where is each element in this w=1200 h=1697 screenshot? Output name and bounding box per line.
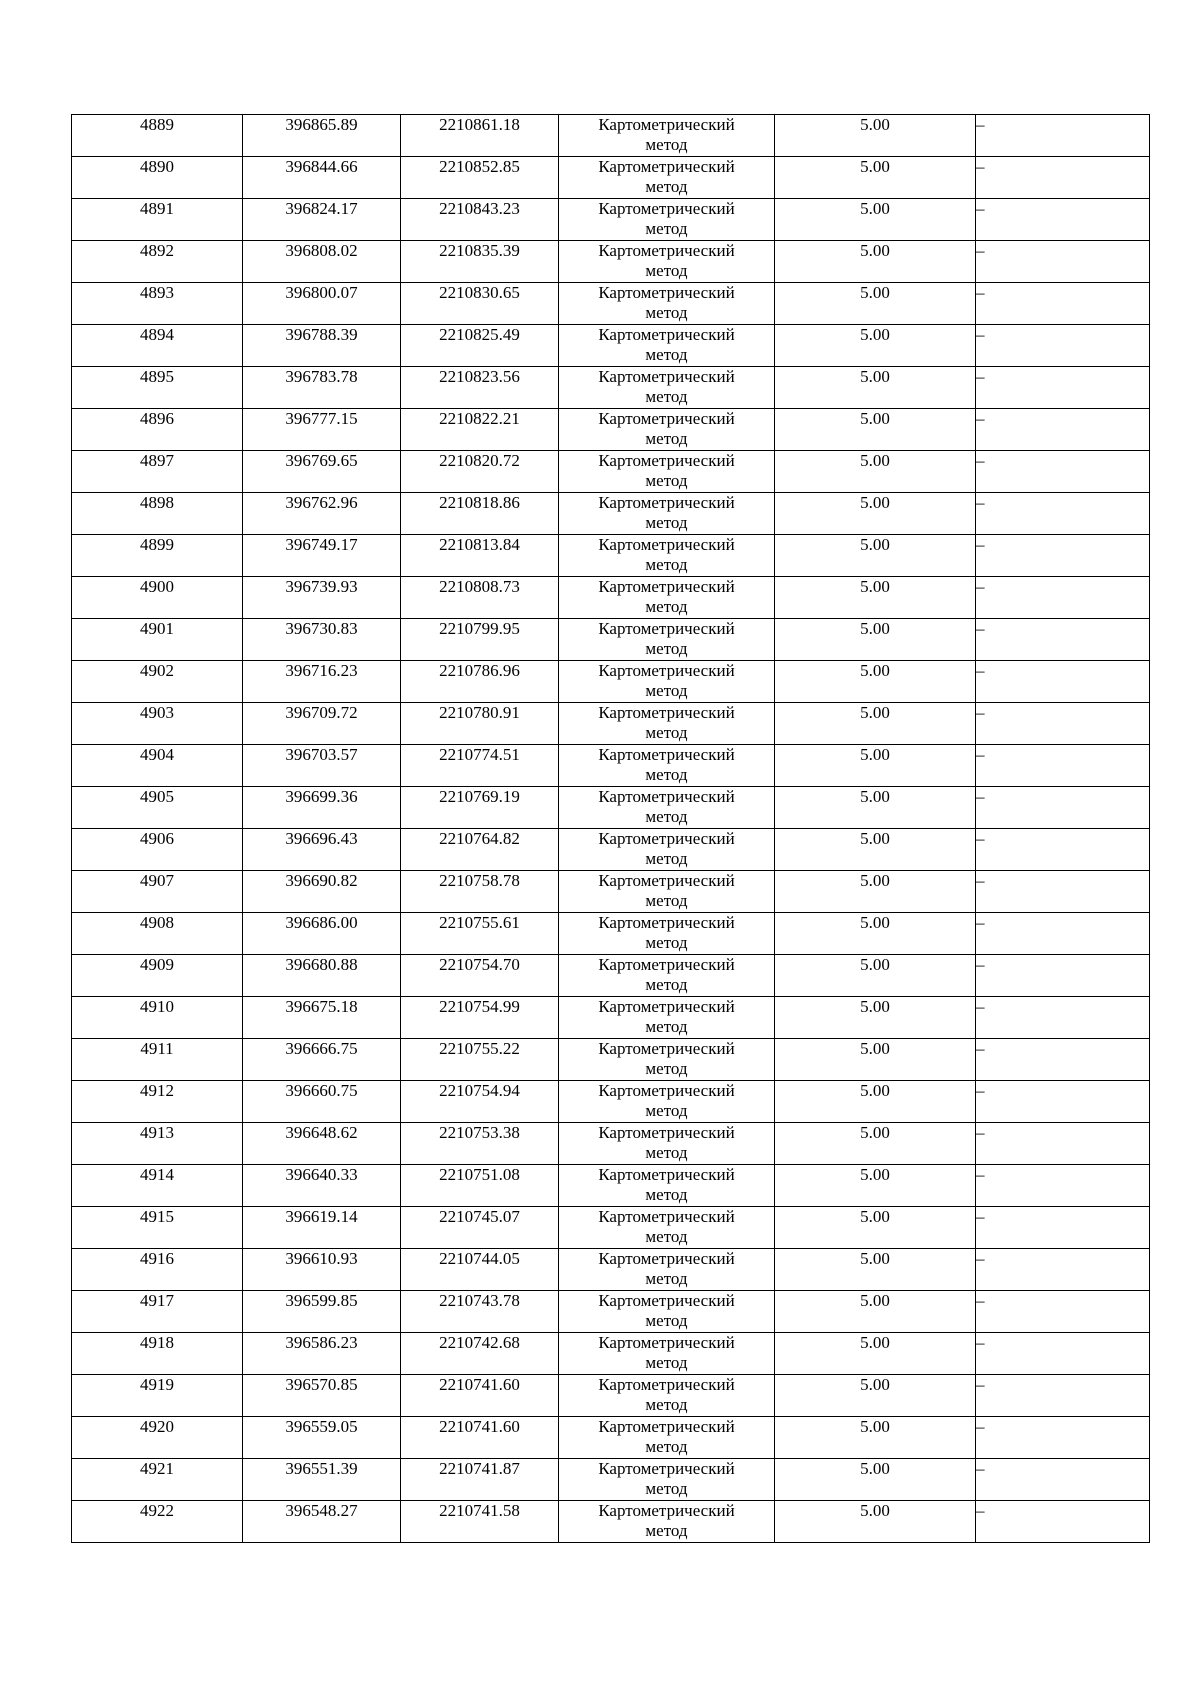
table-row <box>72 535 1150 577</box>
point-number-cell: 4912 <box>72 1081 243 1123</box>
point-number-cell: 4905 <box>72 787 243 829</box>
method-text: Картометрический метод <box>598 535 735 574</box>
note-cell: – <box>976 199 1150 241</box>
table-row <box>72 1417 1150 1459</box>
note-cell: – <box>976 745 1150 787</box>
y-coordinate-cell: 2210843.23 <box>401 199 559 241</box>
y-coordinate-cell: 2210822.21 <box>401 409 559 451</box>
accuracy-cell: 5.00 <box>775 535 976 577</box>
y-coordinate-cell: 2210754.99 <box>401 997 559 1039</box>
accuracy-cell: 5.00 <box>775 1333 976 1375</box>
y-coordinate-cell: 2210780.91 <box>401 703 559 745</box>
method-cell <box>559 1123 775 1165</box>
point-number-cell: 4899 <box>72 535 243 577</box>
method-cell <box>559 115 775 157</box>
method-text: Картометрический метод <box>598 1165 735 1204</box>
x-coordinate-cell: 396699.36 <box>243 787 401 829</box>
accuracy-cell: 5.00 <box>775 1459 976 1501</box>
method-text: Картометрический метод <box>598 493 735 532</box>
method-text: Картометрический метод <box>598 1123 735 1162</box>
y-coordinate-cell: 2210825.49 <box>401 325 559 367</box>
note-cell: – <box>976 787 1150 829</box>
note-cell: – <box>976 1249 1150 1291</box>
table-row <box>72 1039 1150 1081</box>
y-coordinate-cell: 2210835.39 <box>401 241 559 283</box>
method-cell <box>559 745 775 787</box>
table-row <box>72 493 1150 535</box>
accuracy-cell: 5.00 <box>775 1081 976 1123</box>
y-coordinate-cell: 2210743.78 <box>401 1291 559 1333</box>
y-coordinate-cell: 2210741.87 <box>401 1459 559 1501</box>
note-cell: – <box>976 577 1150 619</box>
note-cell: – <box>976 1459 1150 1501</box>
y-coordinate-cell: 2210754.70 <box>401 955 559 997</box>
method-text: Картометрический метод <box>598 955 735 994</box>
x-coordinate-cell: 396777.15 <box>243 409 401 451</box>
table-row <box>72 451 1150 493</box>
accuracy-cell: 5.00 <box>775 997 976 1039</box>
method-cell <box>559 1291 775 1333</box>
point-number-cell: 4903 <box>72 703 243 745</box>
point-number-cell: 4906 <box>72 829 243 871</box>
method-cell <box>559 367 775 409</box>
method-cell <box>559 409 775 451</box>
y-coordinate-cell: 2210741.60 <box>401 1417 559 1459</box>
x-coordinate-cell: 396548.27 <box>243 1501 401 1543</box>
y-coordinate-cell: 2210742.68 <box>401 1333 559 1375</box>
table-row <box>72 1249 1150 1291</box>
y-coordinate-cell: 2210741.60 <box>401 1375 559 1417</box>
method-text: Картометрический метод <box>598 871 735 910</box>
x-coordinate-cell: 396808.02 <box>243 241 401 283</box>
table-row <box>72 157 1150 199</box>
method-cell <box>559 1081 775 1123</box>
point-number-cell: 4893 <box>72 283 243 325</box>
table-row <box>72 1333 1150 1375</box>
table-row <box>72 241 1150 283</box>
method-cell <box>559 1207 775 1249</box>
method-text: Картометрический метод <box>598 1333 735 1372</box>
accuracy-cell: 5.00 <box>775 1249 976 1291</box>
point-number-cell: 4920 <box>72 1417 243 1459</box>
y-coordinate-cell: 2210758.78 <box>401 871 559 913</box>
coordinates-table <box>71 114 1150 1543</box>
accuracy-cell: 5.00 <box>775 829 976 871</box>
table-row <box>72 115 1150 157</box>
y-coordinate-cell: 2210774.51 <box>401 745 559 787</box>
x-coordinate-cell: 396769.65 <box>243 451 401 493</box>
method-text: Картометрический метод <box>598 745 735 784</box>
note-cell: – <box>976 367 1150 409</box>
x-coordinate-cell: 396696.43 <box>243 829 401 871</box>
point-number-cell: 4916 <box>72 1249 243 1291</box>
method-text: Картометрический метод <box>598 1501 735 1540</box>
table-row <box>72 787 1150 829</box>
note-cell: – <box>976 283 1150 325</box>
point-number-cell: 4911 <box>72 1039 243 1081</box>
x-coordinate-cell: 396686.00 <box>243 913 401 955</box>
point-number-cell: 4889 <box>72 115 243 157</box>
accuracy-cell: 5.00 <box>775 703 976 745</box>
note-cell: – <box>976 997 1150 1039</box>
y-coordinate-cell: 2210813.84 <box>401 535 559 577</box>
accuracy-cell: 5.00 <box>775 283 976 325</box>
method-text: Картометрический метод <box>598 325 735 364</box>
note-cell: – <box>976 1123 1150 1165</box>
note-cell: – <box>976 451 1150 493</box>
method-text: Картометрический метод <box>598 409 735 448</box>
method-cell <box>559 619 775 661</box>
method-text: Картометрический метод <box>598 241 735 280</box>
y-coordinate-cell: 2210755.22 <box>401 1039 559 1081</box>
accuracy-cell: 5.00 <box>775 619 976 661</box>
y-coordinate-cell: 2210820.72 <box>401 451 559 493</box>
table-row <box>72 367 1150 409</box>
note-cell: – <box>976 1081 1150 1123</box>
method-cell <box>559 325 775 367</box>
note-cell: – <box>976 913 1150 955</box>
y-coordinate-cell: 2210852.85 <box>401 157 559 199</box>
point-number-cell: 4914 <box>72 1165 243 1207</box>
note-cell: – <box>976 115 1150 157</box>
method-cell <box>559 1249 775 1291</box>
method-text: Картометрический метод <box>598 157 735 196</box>
note-cell: – <box>976 1165 1150 1207</box>
x-coordinate-cell: 396824.17 <box>243 199 401 241</box>
note-cell: – <box>976 703 1150 745</box>
method-cell <box>559 1459 775 1501</box>
x-coordinate-cell: 396788.39 <box>243 325 401 367</box>
table-row <box>72 955 1150 997</box>
method-cell <box>559 535 775 577</box>
method-cell <box>559 955 775 997</box>
x-coordinate-cell: 396739.93 <box>243 577 401 619</box>
x-coordinate-cell: 396610.93 <box>243 1249 401 1291</box>
table-row <box>72 913 1150 955</box>
table-row <box>72 409 1150 451</box>
table-row <box>72 703 1150 745</box>
y-coordinate-cell: 2210823.56 <box>401 367 559 409</box>
point-number-cell: 4892 <box>72 241 243 283</box>
x-coordinate-cell: 396599.85 <box>243 1291 401 1333</box>
method-text: Картометрический метод <box>598 283 735 322</box>
point-number-cell: 4915 <box>72 1207 243 1249</box>
table-row <box>72 1081 1150 1123</box>
method-text: Картометрический метод <box>598 577 735 616</box>
method-cell <box>559 1165 775 1207</box>
method-text: Картометрический метод <box>598 787 735 826</box>
method-text: Картометрический метод <box>598 661 735 700</box>
x-coordinate-cell: 396716.23 <box>243 661 401 703</box>
x-coordinate-cell: 396619.14 <box>243 1207 401 1249</box>
method-cell <box>559 787 775 829</box>
point-number-cell: 4891 <box>72 199 243 241</box>
method-cell <box>559 1417 775 1459</box>
method-text: Картометрический метод <box>598 1039 735 1078</box>
method-text: Картометрический метод <box>598 1375 735 1414</box>
x-coordinate-cell: 396690.82 <box>243 871 401 913</box>
note-cell: – <box>976 1291 1150 1333</box>
note-cell: – <box>976 1417 1150 1459</box>
point-number-cell: 4921 <box>72 1459 243 1501</box>
note-cell: – <box>976 535 1150 577</box>
accuracy-cell: 5.00 <box>775 787 976 829</box>
note-cell: – <box>976 1207 1150 1249</box>
method-cell <box>559 703 775 745</box>
method-cell <box>559 241 775 283</box>
point-number-cell: 4895 <box>72 367 243 409</box>
accuracy-cell: 5.00 <box>775 1417 976 1459</box>
x-coordinate-cell: 396709.72 <box>243 703 401 745</box>
table-row <box>72 661 1150 703</box>
table-row <box>72 1501 1150 1543</box>
x-coordinate-cell: 396730.83 <box>243 619 401 661</box>
y-coordinate-cell: 2210786.96 <box>401 661 559 703</box>
accuracy-cell: 5.00 <box>775 955 976 997</box>
table-row <box>72 829 1150 871</box>
accuracy-cell: 5.00 <box>775 1501 976 1543</box>
x-coordinate-cell: 396559.05 <box>243 1417 401 1459</box>
y-coordinate-cell: 2210753.38 <box>401 1123 559 1165</box>
method-cell <box>559 1333 775 1375</box>
x-coordinate-cell: 396640.33 <box>243 1165 401 1207</box>
note-cell: – <box>976 1375 1150 1417</box>
method-cell <box>559 661 775 703</box>
point-number-cell: 4904 <box>72 745 243 787</box>
point-number-cell: 4896 <box>72 409 243 451</box>
method-text: Картометрический метод <box>598 913 735 952</box>
x-coordinate-cell: 396648.62 <box>243 1123 401 1165</box>
table-row <box>72 199 1150 241</box>
accuracy-cell: 5.00 <box>775 367 976 409</box>
x-coordinate-cell: 396660.75 <box>243 1081 401 1123</box>
x-coordinate-cell: 396865.89 <box>243 115 401 157</box>
accuracy-cell: 5.00 <box>775 409 976 451</box>
method-text: Картометрический метод <box>598 829 735 868</box>
accuracy-cell: 5.00 <box>775 745 976 787</box>
method-cell <box>559 577 775 619</box>
note-cell: – <box>976 829 1150 871</box>
x-coordinate-cell: 396844.66 <box>243 157 401 199</box>
table-row <box>72 1459 1150 1501</box>
note-cell: – <box>976 157 1150 199</box>
accuracy-cell: 5.00 <box>775 1291 976 1333</box>
method-text: Картометрический метод <box>598 1417 735 1456</box>
accuracy-cell: 5.00 <box>775 493 976 535</box>
point-number-cell: 4908 <box>72 913 243 955</box>
table-row <box>72 1291 1150 1333</box>
table-row <box>72 577 1150 619</box>
y-coordinate-cell: 2210754.94 <box>401 1081 559 1123</box>
accuracy-cell: 5.00 <box>775 661 976 703</box>
y-coordinate-cell: 2210741.58 <box>401 1501 559 1543</box>
accuracy-cell: 5.00 <box>775 1123 976 1165</box>
point-number-cell: 4907 <box>72 871 243 913</box>
method-text: Картометрический метод <box>598 619 735 658</box>
method-cell <box>559 829 775 871</box>
note-cell: – <box>976 1039 1150 1081</box>
table-row <box>72 1207 1150 1249</box>
table-row <box>72 325 1150 367</box>
y-coordinate-cell: 2210745.07 <box>401 1207 559 1249</box>
point-number-cell: 4913 <box>72 1123 243 1165</box>
table-row <box>72 283 1150 325</box>
y-coordinate-cell: 2210764.82 <box>401 829 559 871</box>
accuracy-cell: 5.00 <box>775 577 976 619</box>
accuracy-cell: 5.00 <box>775 1207 976 1249</box>
y-coordinate-cell: 2210808.73 <box>401 577 559 619</box>
point-number-cell: 4890 <box>72 157 243 199</box>
x-coordinate-cell: 396551.39 <box>243 1459 401 1501</box>
method-cell <box>559 997 775 1039</box>
point-number-cell: 4919 <box>72 1375 243 1417</box>
note-cell: – <box>976 871 1150 913</box>
method-cell <box>559 1501 775 1543</box>
table-row <box>72 1375 1150 1417</box>
x-coordinate-cell: 396762.96 <box>243 493 401 535</box>
note-cell: – <box>976 619 1150 661</box>
method-text: Картометрический метод <box>598 703 735 742</box>
y-coordinate-cell: 2210744.05 <box>401 1249 559 1291</box>
x-coordinate-cell: 396570.85 <box>243 1375 401 1417</box>
point-number-cell: 4918 <box>72 1333 243 1375</box>
y-coordinate-cell: 2210799.95 <box>401 619 559 661</box>
point-number-cell: 4897 <box>72 451 243 493</box>
table-row <box>72 997 1150 1039</box>
point-number-cell: 4901 <box>72 619 243 661</box>
note-cell: – <box>976 661 1150 703</box>
method-text: Картометрический метод <box>598 115 735 154</box>
table-row <box>72 1123 1150 1165</box>
x-coordinate-cell: 396675.18 <box>243 997 401 1039</box>
note-cell: – <box>976 325 1150 367</box>
coordinates-table-body <box>72 115 1150 1543</box>
method-cell <box>559 1375 775 1417</box>
y-coordinate-cell: 2210769.19 <box>401 787 559 829</box>
x-coordinate-cell: 396680.88 <box>243 955 401 997</box>
point-number-cell: 4910 <box>72 997 243 1039</box>
note-cell: – <box>976 955 1150 997</box>
point-number-cell: 4917 <box>72 1291 243 1333</box>
accuracy-cell: 5.00 <box>775 1039 976 1081</box>
method-text: Картометрический метод <box>598 1249 735 1288</box>
method-text: Картометрический метод <box>598 1081 735 1120</box>
method-cell <box>559 283 775 325</box>
method-text: Картометрический метод <box>598 451 735 490</box>
note-cell: – <box>976 493 1150 535</box>
point-number-cell: 4902 <box>72 661 243 703</box>
x-coordinate-cell: 396666.75 <box>243 1039 401 1081</box>
x-coordinate-cell: 396783.78 <box>243 367 401 409</box>
method-text: Картометрический метод <box>598 1207 735 1246</box>
y-coordinate-cell: 2210830.65 <box>401 283 559 325</box>
table-row <box>72 1165 1150 1207</box>
table-row <box>72 619 1150 661</box>
point-number-cell: 4922 <box>72 1501 243 1543</box>
method-text: Картометрический метод <box>598 1459 735 1498</box>
note-cell: – <box>976 241 1150 283</box>
accuracy-cell: 5.00 <box>775 451 976 493</box>
method-cell <box>559 913 775 955</box>
accuracy-cell: 5.00 <box>775 913 976 955</box>
method-cell <box>559 493 775 535</box>
accuracy-cell: 5.00 <box>775 325 976 367</box>
method-cell <box>559 199 775 241</box>
accuracy-cell: 5.00 <box>775 115 976 157</box>
method-text: Картометрический метод <box>598 1291 735 1330</box>
method-cell <box>559 871 775 913</box>
y-coordinate-cell: 2210818.86 <box>401 493 559 535</box>
note-cell: – <box>976 1501 1150 1543</box>
accuracy-cell: 5.00 <box>775 1375 976 1417</box>
note-cell: – <box>976 409 1150 451</box>
method-cell <box>559 157 775 199</box>
point-number-cell: 4894 <box>72 325 243 367</box>
accuracy-cell: 5.00 <box>775 241 976 283</box>
point-number-cell: 4909 <box>72 955 243 997</box>
accuracy-cell: 5.00 <box>775 199 976 241</box>
method-text: Картометрический метод <box>598 199 735 238</box>
point-number-cell: 4900 <box>72 577 243 619</box>
y-coordinate-cell: 2210861.18 <box>401 115 559 157</box>
table-row <box>72 745 1150 787</box>
method-text: Картометрический метод <box>598 997 735 1036</box>
accuracy-cell: 5.00 <box>775 1165 976 1207</box>
y-coordinate-cell: 2210755.61 <box>401 913 559 955</box>
x-coordinate-cell: 396703.57 <box>243 745 401 787</box>
point-number-cell: 4898 <box>72 493 243 535</box>
note-cell: – <box>976 1333 1150 1375</box>
x-coordinate-cell: 396800.07 <box>243 283 401 325</box>
method-cell <box>559 451 775 493</box>
method-text: Картометрический метод <box>598 367 735 406</box>
accuracy-cell: 5.00 <box>775 157 976 199</box>
x-coordinate-cell: 396749.17 <box>243 535 401 577</box>
table-row <box>72 871 1150 913</box>
method-cell <box>559 1039 775 1081</box>
y-coordinate-cell: 2210751.08 <box>401 1165 559 1207</box>
x-coordinate-cell: 396586.23 <box>243 1333 401 1375</box>
accuracy-cell: 5.00 <box>775 871 976 913</box>
